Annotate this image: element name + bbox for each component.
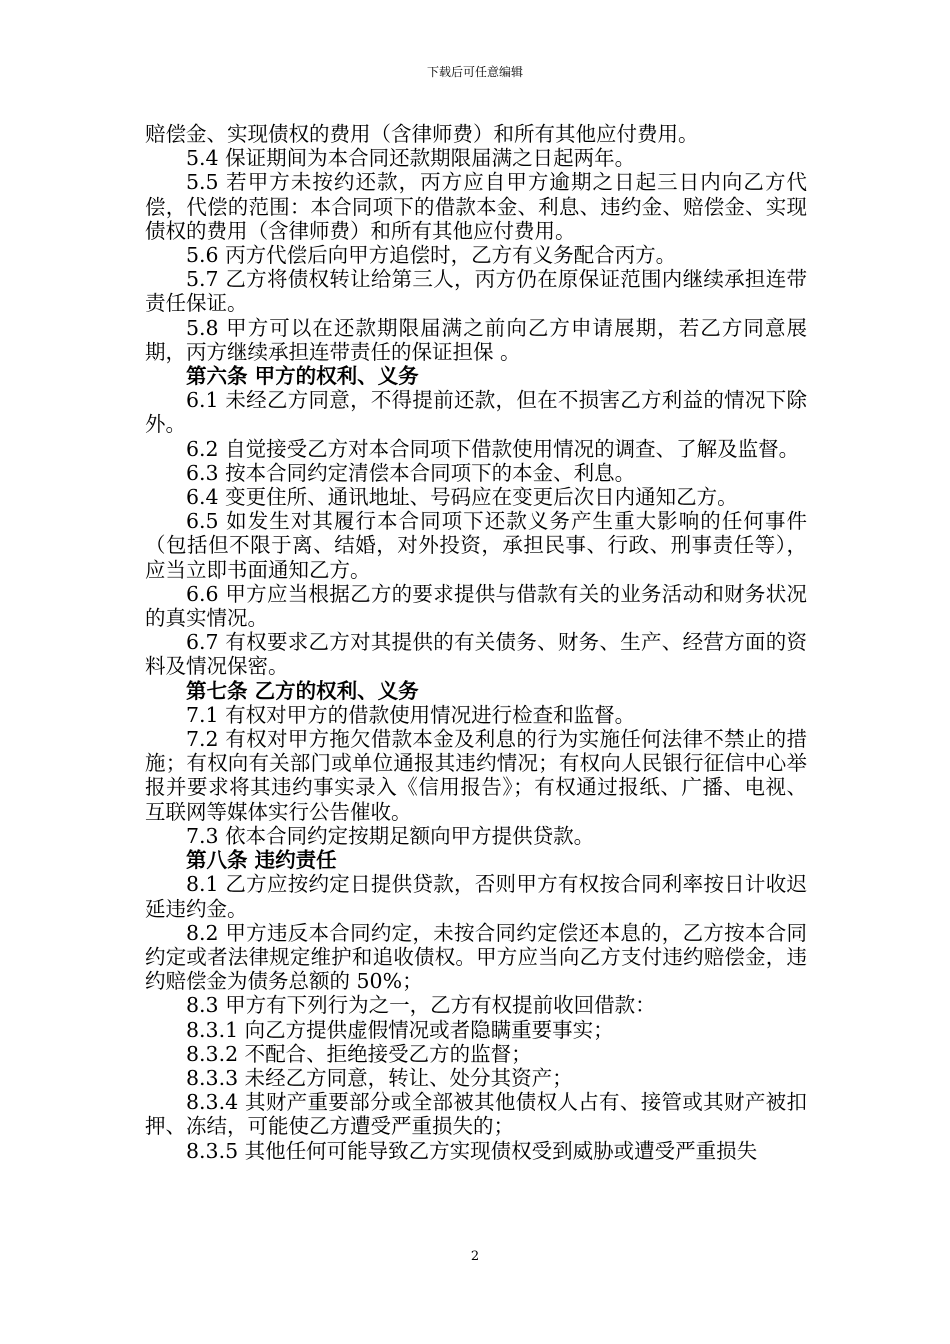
clause-paragraph: 8.3.2 不配合、拒绝接受乙方的监督； — [186, 1041, 532, 1066]
clause-paragraph: 6.4 变更住所、通讯地址、号码应在变更后次日内通知乙方。 — [186, 485, 738, 510]
page-header: 下载后可任意编辑 — [426, 65, 523, 79]
clause-paragraph: 7.1 有权对甲方的借款使用情况进行检查和监督。 — [186, 702, 636, 727]
clause-paragraph: 6.5 如发生对其履行本合同项下还款义务产生重大影响的任何事件（包括但不限于离、结婚，对外投资，承担民事、行政、刑事责任等），应当立即书面通知乙方。 — [145, 509, 807, 582]
clause-paragraph: 5.5 若甲方未按约还款，丙方应自甲方逾期之日起三日内向乙方代偿，代偿的范围：本合同项下的借款本金、利息、违约金、赔偿金、实现债权的费用（含律师费）和所有其他应付费用。 — [145, 170, 807, 243]
clause-paragraph: 6.7 有权要求乙方对其提供的有关债务、财务、生产、经营方面的资料及情况保密。 — [145, 630, 807, 679]
clause-paragraph: 5.6 丙方代偿后向甲方追偿时，乙方有义务配合丙方。 — [186, 243, 677, 268]
clause-paragraph: 8.3 甲方有下列行为之一，乙方有权提前收回借款： — [186, 993, 656, 1018]
clause-paragraph: 8.3.1 向乙方提供虚假情况或者隐瞒重要事实； — [186, 1017, 614, 1042]
continued-paragraph: 赔偿金、实现债权的费用（含律师费）和所有其他应付费用。 — [145, 122, 699, 146]
clause-paragraph: 8.1 乙方应按约定日提供贷款，否则甲方有权按合同利率按日计收迟延违约金。 — [145, 872, 807, 921]
clause-paragraph: 8.2 甲方违反本合同约定，未按合同约定偿还本息的，乙方按本合同约定或者法律规定维护和追收债权。甲方应当向乙方支付违约赔偿金，违约赔偿金为债务总额的 50%； — [145, 920, 807, 994]
clause-paragraph: 6.3 按本合同约定清偿本合同项下的本金、利息。 — [186, 460, 636, 485]
document-body — [145, 122, 807, 1163]
clause-paragraph: 8.3.3 未经乙方同意，转让、处分其资产； — [186, 1065, 573, 1090]
clause-paragraph: 8.3.5 其他任何可能导致乙方实现债权受到威胁或遭受严重损失 — [186, 1138, 758, 1163]
clause-paragraph: 7.2 有权对甲方拖欠借款本金及利息的行为实施任何法律不禁止的措施；有权向有关部门或单位通报其违约情况；有权向人民银行征信中心举报并要求将其违约事实录入《信用报告》；有权通过报纸、广播、电视、互联网等媒体实行公告催收。 — [145, 727, 807, 824]
clause-paragraph: 8.3.4 其财产重要部分或全部被其他债权人占有、接管或其财产被扣押、冻结，可能使乙方遭受严重损失的； — [145, 1090, 807, 1139]
section-heading: 第六条 甲方的权利、义务 — [186, 364, 419, 389]
section-heading: 第八条 违约责任 — [186, 848, 337, 873]
clause-paragraph: 5.4 保证期间为本合同还款期限届满之日起两年。 — [186, 146, 636, 171]
section-heading: 第七条 乙方的权利、义务 — [186, 678, 419, 703]
clause-paragraph: 6.1 未经乙方同意，不得提前还款，但在不损害乙方利益的情况下除外。 — [145, 388, 807, 437]
clause-paragraph: 6.6 甲方应当根据乙方的要求提供与借款有关的业务活动和财务状况的真实情况。 — [145, 581, 807, 631]
clause-paragraph: 7.3 依本合同约定按期足额向甲方提供贷款。 — [186, 823, 595, 848]
clause-paragraph: 5.8 甲方可以在还款期限届满之前向乙方申请展期，若乙方同意展期，丙方继续承担连带责任的保证担保 。 — [145, 315, 807, 364]
clause-paragraph: 5.7 乙方将债权转让给第三人，丙方仍在原保证范围内继续承担连带责任保证。 — [145, 267, 807, 316]
page-number: 2 — [470, 1249, 480, 1264]
clause-paragraph: 6.2 自觉接受乙方对本合同项下借款使用情况的调查、了解及监督。 — [186, 436, 800, 461]
